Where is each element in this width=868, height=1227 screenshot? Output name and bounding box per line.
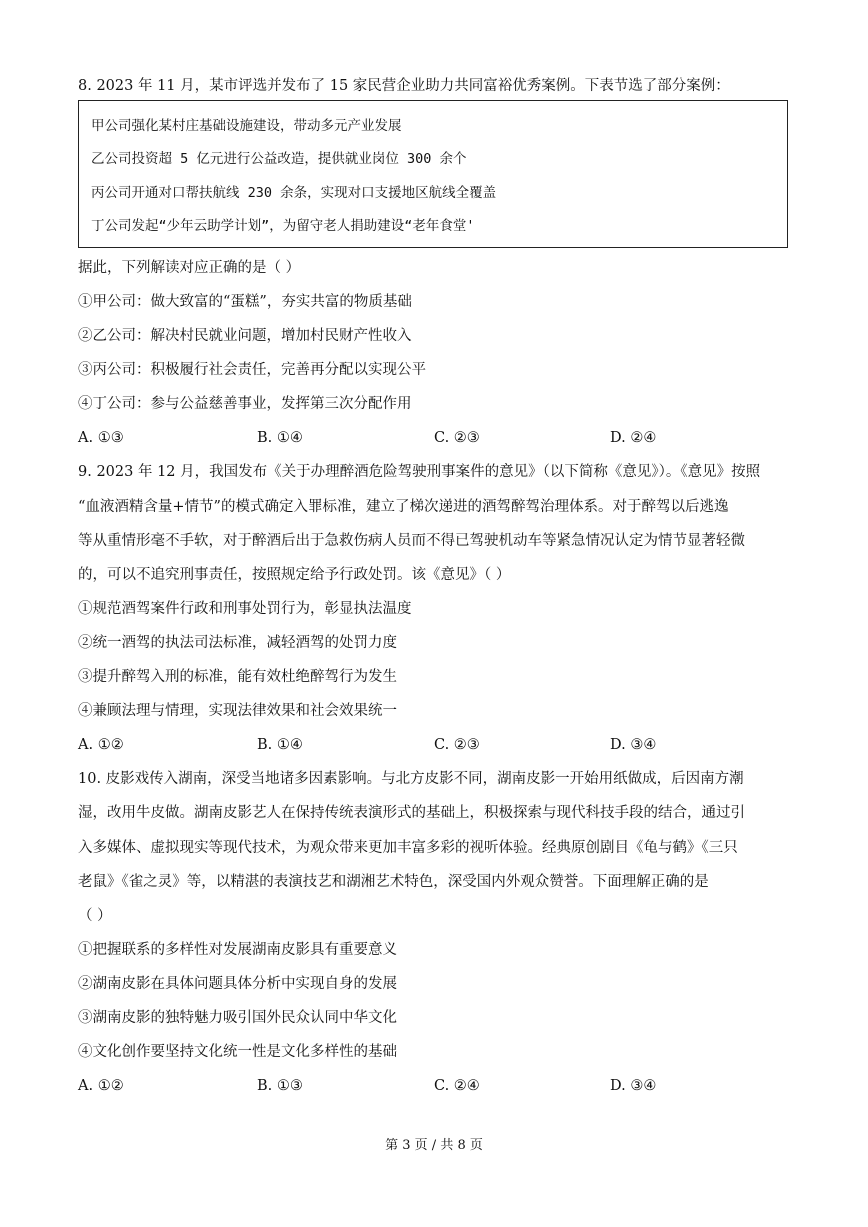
q9-stem-line-1: 9. 2023 年 12 月，我国发布《关于办理醉酒危险驾驶刑事案件的意见》（以下简称《意见》）。《意见》按照 [78, 464, 761, 480]
q8-option-b: B. ①④ [257, 430, 303, 446]
q9-option-b: B. ①④ [257, 737, 303, 753]
q10-option-c: C. ②④ [434, 1078, 480, 1094]
q10-stem-line-5: （ ） [78, 908, 112, 924]
q10-item-1: ①把握联系的多样性对发展湖南皮影具有重要意义 [78, 942, 397, 958]
q10-option-d: D. ③④ [610, 1078, 657, 1094]
q10-stem-line-2: 湿，改用牛皮做。湖南皮影艺人在保持传统表演形式的基础上，积极探索与现代科技手段的结合，通过引 [78, 805, 745, 821]
q9-stem-line-4: 的，可以不追究刑事责任，按照规定给予行政处罚。该《意见》（ ） [78, 567, 511, 583]
q10-item-2: ②湖南皮影在具体问题具体分析中实现自身的发展 [78, 976, 397, 992]
q10-item-4: ④文化创作要坚持文化统一性是文化多样性的基础 [78, 1044, 397, 1060]
q9-item-2: ②统一酒驾的执法司法标准，减轻酒驾的处罚力度 [78, 635, 397, 651]
q8-stem: 8. 2023 年 11 月，某市评选并发布了 15 家民营企业助力共同富裕优秀案例。下表节选了部分案例： [78, 78, 730, 94]
q9-stem-line-3: 等从重情形毫不手软，对于醉酒后出于急救伤病人员而不得已驾驶机动车等紧急情况认定为情节显著轻微 [78, 533, 745, 549]
q10-stem-line-4: 老鼠》《雀之灵》等，以精湛的表演技艺和湖湘艺术特色，深受国内外观众赞誉。下面理解正确的是 [78, 874, 709, 890]
q10-option-a: A. ①② [78, 1078, 124, 1094]
q9-option-d: D. ③④ [610, 737, 657, 753]
q8-case-2: 乙公司投资超 5 亿元进行公益改造，提供就业岗位 300 余个 [91, 151, 467, 167]
q10-stem-line-3: 入多媒体、虚拟现实等现代技术，为观众带来更加丰富多彩的视听体验。经典原创剧目《龟与鹤》《三只 [78, 840, 738, 856]
q10-stem-line-1: 10. 皮影戏传入湖南，深受当地诸多因素影响。与北方皮影不同，湖南皮影一开始用纸做成，后因南方潮 [78, 771, 744, 787]
q8-item-2: ②乙公司：解决村民就业问题，增加村民财产性收入 [78, 328, 412, 344]
q8-item-3: ③丙公司：积极履行社会责任，完善再分配以实现公平 [78, 362, 426, 378]
page-number-footer: 第 3 页 / 共 8 页 [385, 1138, 483, 1153]
q9-item-3: ③提升醉驾入刑的标准，能有效杜绝醉驾行为发生 [78, 669, 397, 685]
q8-option-c: C. ②③ [434, 430, 480, 446]
q8-option-a: A. ①③ [78, 430, 124, 446]
q8-option-d: D. ②④ [610, 430, 657, 446]
q8-case-4: 丁公司发起“少年云助学计划”，为留守老人捐助建设“老年食堂' [91, 218, 475, 234]
q10-item-3: ③湖南皮影的独特魅力吸引国外民众认同中华文化 [78, 1010, 397, 1026]
q9-item-1: ①规范酒驾案件行政和刑事处罚行为，彰显执法温度 [78, 601, 412, 617]
q9-option-a: A. ①② [78, 737, 124, 753]
q8-item-1: ①甲公司：做大致富的“蛋糕”，夯实共富的物质基础 [78, 294, 412, 310]
q9-item-4: ④兼顾法理与情理，实现法律效果和社会效果统一 [78, 703, 397, 719]
q8-case-3: 丙公司开通对口帮扶航线 230 余条，实现对口支援地区航线全覆盖 [91, 185, 497, 201]
q9-option-c: C. ②③ [434, 737, 480, 753]
q10-option-b: B. ①③ [257, 1078, 303, 1094]
q8-prompt: 据此，下列解读对应正确的是（ ） [78, 260, 301, 276]
q8-case-1: 甲公司强化某村庄基础设施建设，带动多元产业发展 [91, 118, 402, 134]
q9-stem-line-2: “血液酒精含量+情节”的模式确定入罪标准，建立了梯次递进的酒驾醉驾治理体系。对于醉驾以后逃逸 [78, 499, 729, 515]
q8-case-table [78, 100, 788, 248]
q8-item-4: ④丁公司：参与公益慈善事业，发挥第三次分配作用 [78, 396, 412, 412]
